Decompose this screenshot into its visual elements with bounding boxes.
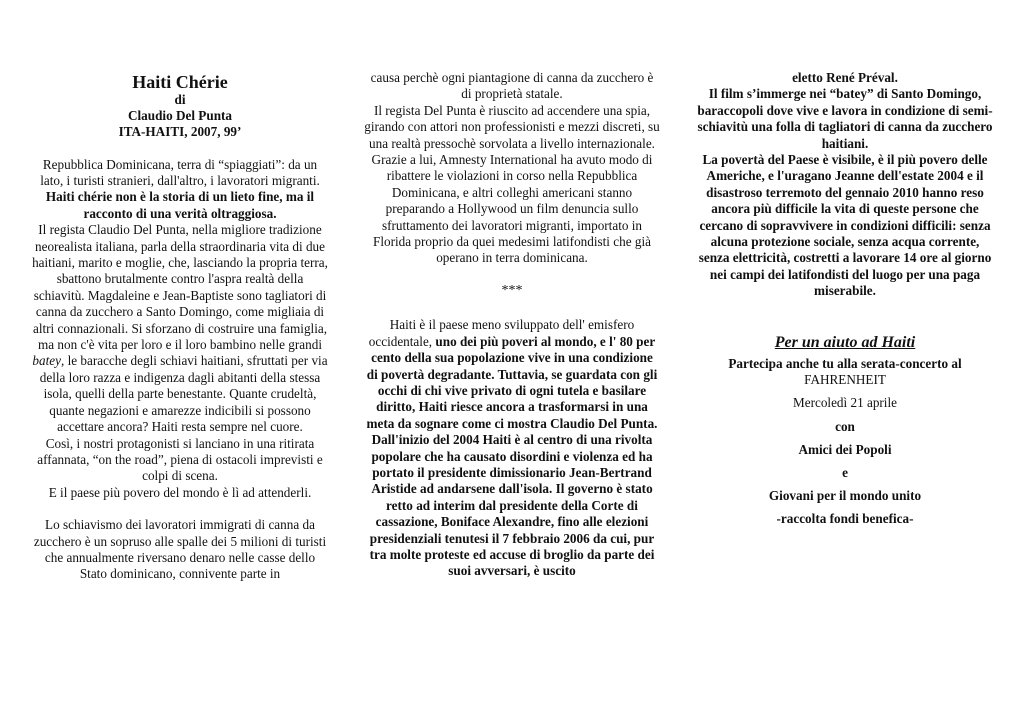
bold-text: con bbox=[835, 418, 855, 434]
section-separator: *** bbox=[501, 282, 523, 298]
bold-text: Amici dei Popoli bbox=[798, 441, 892, 457]
paragraph: Lo schiavismo dei lavoratori immigrati di canna da zucchero è un sopruso alle spalle dei 5 milioni di turisti che annualmente riversano denaro nelle casse dello Stato dominicano, connivente parte in bbox=[33, 517, 327, 582]
text: Repubblica Dominicana, terra di “spiaggiati”: da un lato, i turisti stranieri, dall'altro, i lavoratori migranti. bbox=[40, 156, 320, 189]
bold-text: Dall'inizio del 2004 Haiti è al centro di una rivolta popolare che ha causato disordini e violenza ed ha portato il presidente dimissionario Jean-Bertrand Aristide ad andarsene dall'isola. Il governo è stato retto ad interim dal presidente della Corte di cassazione, Boniface Alexandre, fino alle elezioni presidenziali tenutesi il 7 febbraio 2006 da cui, pur tra molte proteste ed accuse di broglio da parte dei suoi avversari, è uscito bbox=[369, 432, 655, 579]
paragraph bbox=[30, 222, 330, 435]
film-info: ITA-HAITI, 2007, 99’ bbox=[118, 124, 242, 140]
event-line bbox=[694, 465, 996, 481]
paragraph bbox=[694, 70, 996, 86]
text: Il regista Claudio Del Punta, nella migliore tradizione neorealista italiana, parla della straordinaria vita di due haitiani, marito e moglie, che, lasciando la propria terra, sbattono brutalmente contro l'aspra realtà della schiavitù. Magdaleine e Jean-Baptiste sono tagliatori di canna da zucchero a Santo Domingo, come migliaia di altri connazionali. Si sforzano di costruire una famiglia, ma non c'è vita per loro e il loro bambino nelle grandi bbox=[32, 222, 328, 353]
event-line bbox=[694, 488, 996, 504]
left-column bbox=[30, 70, 330, 583]
event-line bbox=[694, 511, 996, 527]
paragraph bbox=[694, 152, 996, 300]
text: Haiti è il paese meno sviluppato dell' emisfero occidentale, bbox=[368, 317, 635, 349]
middle-column bbox=[364, 70, 660, 580]
paragraph: Il regista Del Punta è riuscito ad accendere una spia, girando con attori non professionisti e mezzi discreti, su una realtà pressochè sorvolata a livello internazionale. Grazie a lui, Amnesty International ha avuto modo di ribattere le violazioni in corso nella Repubblica Dominicana, e altri colleghi americani stanno preparando a Hollywood un film denuncia sullo sfruttamento dei lavoratori migranti, importato in Florida proprio da quei medesimi latifondisti che già operano in terra dominicana. bbox=[364, 102, 660, 266]
bold-text: -raccolta fondi benefica- bbox=[776, 511, 914, 527]
bold-text: e bbox=[842, 464, 848, 480]
bold-text: Partecipa anche tu alla serata-concerto al bbox=[728, 355, 962, 371]
title-di: di bbox=[174, 92, 186, 107]
paragraph bbox=[30, 157, 330, 223]
paragraph: Così, i nostri protagonisti si lanciano in una ritirata affannata, “on the road”, piena di ostacoli imprevisti e colpi di scena. bbox=[37, 435, 323, 484]
event-line bbox=[694, 356, 996, 372]
right-column bbox=[694, 70, 996, 528]
event-heading: Per un aiuto ad Haiti bbox=[774, 333, 916, 351]
bold-text: Giovani per il mondo unito bbox=[768, 488, 922, 504]
paragraph: E il paese più povero del mondo è lì ad attenderli. bbox=[48, 484, 312, 500]
paragraph bbox=[364, 432, 660, 580]
bold-text: Haiti chérie non è la storia di un lieto fine, ma il racconto di una verità oltraggiosa. bbox=[45, 189, 315, 221]
bold-text: La povertà del Paese è visibile, è il più povero delle Americhe, e l'uragano Jeanne dell'estate 2004 e il disastroso terremoto del gennaio 2010 hanno reso ancora più difficile la vita di queste persone che cercano di sopravvivere in condizioni difficili: senza alcuna protezione sociale, senza acqua corrente, senza elettricità, costretti a lavorare 14 ore al giorno nei campi dei latifondisti del luogo per una paga miserabile. bbox=[698, 152, 992, 299]
paragraph: causa perchè ogni piantagione di canna da zucchero è di proprietà statale. bbox=[370, 70, 654, 102]
bold-text: Il film s’immerge nei “batey” di Santo Domingo, baraccopoli dove vive e lavora in condizione di semi-schiavitù una folla di tagliatori di canna da zucchero haitiani. bbox=[697, 86, 993, 151]
event-line bbox=[694, 419, 996, 435]
text: , le baracche degli schiavi haitiani, sfruttati per via della loro razza e indigenza dagli abitanti della stessa isola, quelli della parte benestante. Quante crudeltà, quante negazioni e amarezze indicibili si possono accettare ancora? Haiti resta sempre nel cuore. bbox=[39, 353, 328, 435]
paragraph bbox=[364, 317, 660, 432]
film-title: Haiti Chérie bbox=[132, 72, 228, 92]
bold-text: uno dei più poveri al mondo, e l' 80 per cento della sua popolazione vive in una condizione di povertà degradante. Tuttavia, se guardata con gli occhi di chi vive privato di ogni tutela e basilare diritto, Haiti riesce ancora a trasformarsi in una meta da sognare come ci mostra Claudio Del Punta. bbox=[366, 333, 658, 431]
director-name: Claudio Del Punta bbox=[127, 108, 233, 124]
bold-text: eletto René Préval. bbox=[792, 70, 898, 85]
italic-text: batey bbox=[32, 353, 61, 369]
event-venue: FAHRENHEIT bbox=[804, 371, 886, 387]
event-line bbox=[694, 442, 996, 458]
event-date: Mercoledì 21 aprile bbox=[793, 395, 897, 411]
paragraph bbox=[694, 86, 996, 152]
